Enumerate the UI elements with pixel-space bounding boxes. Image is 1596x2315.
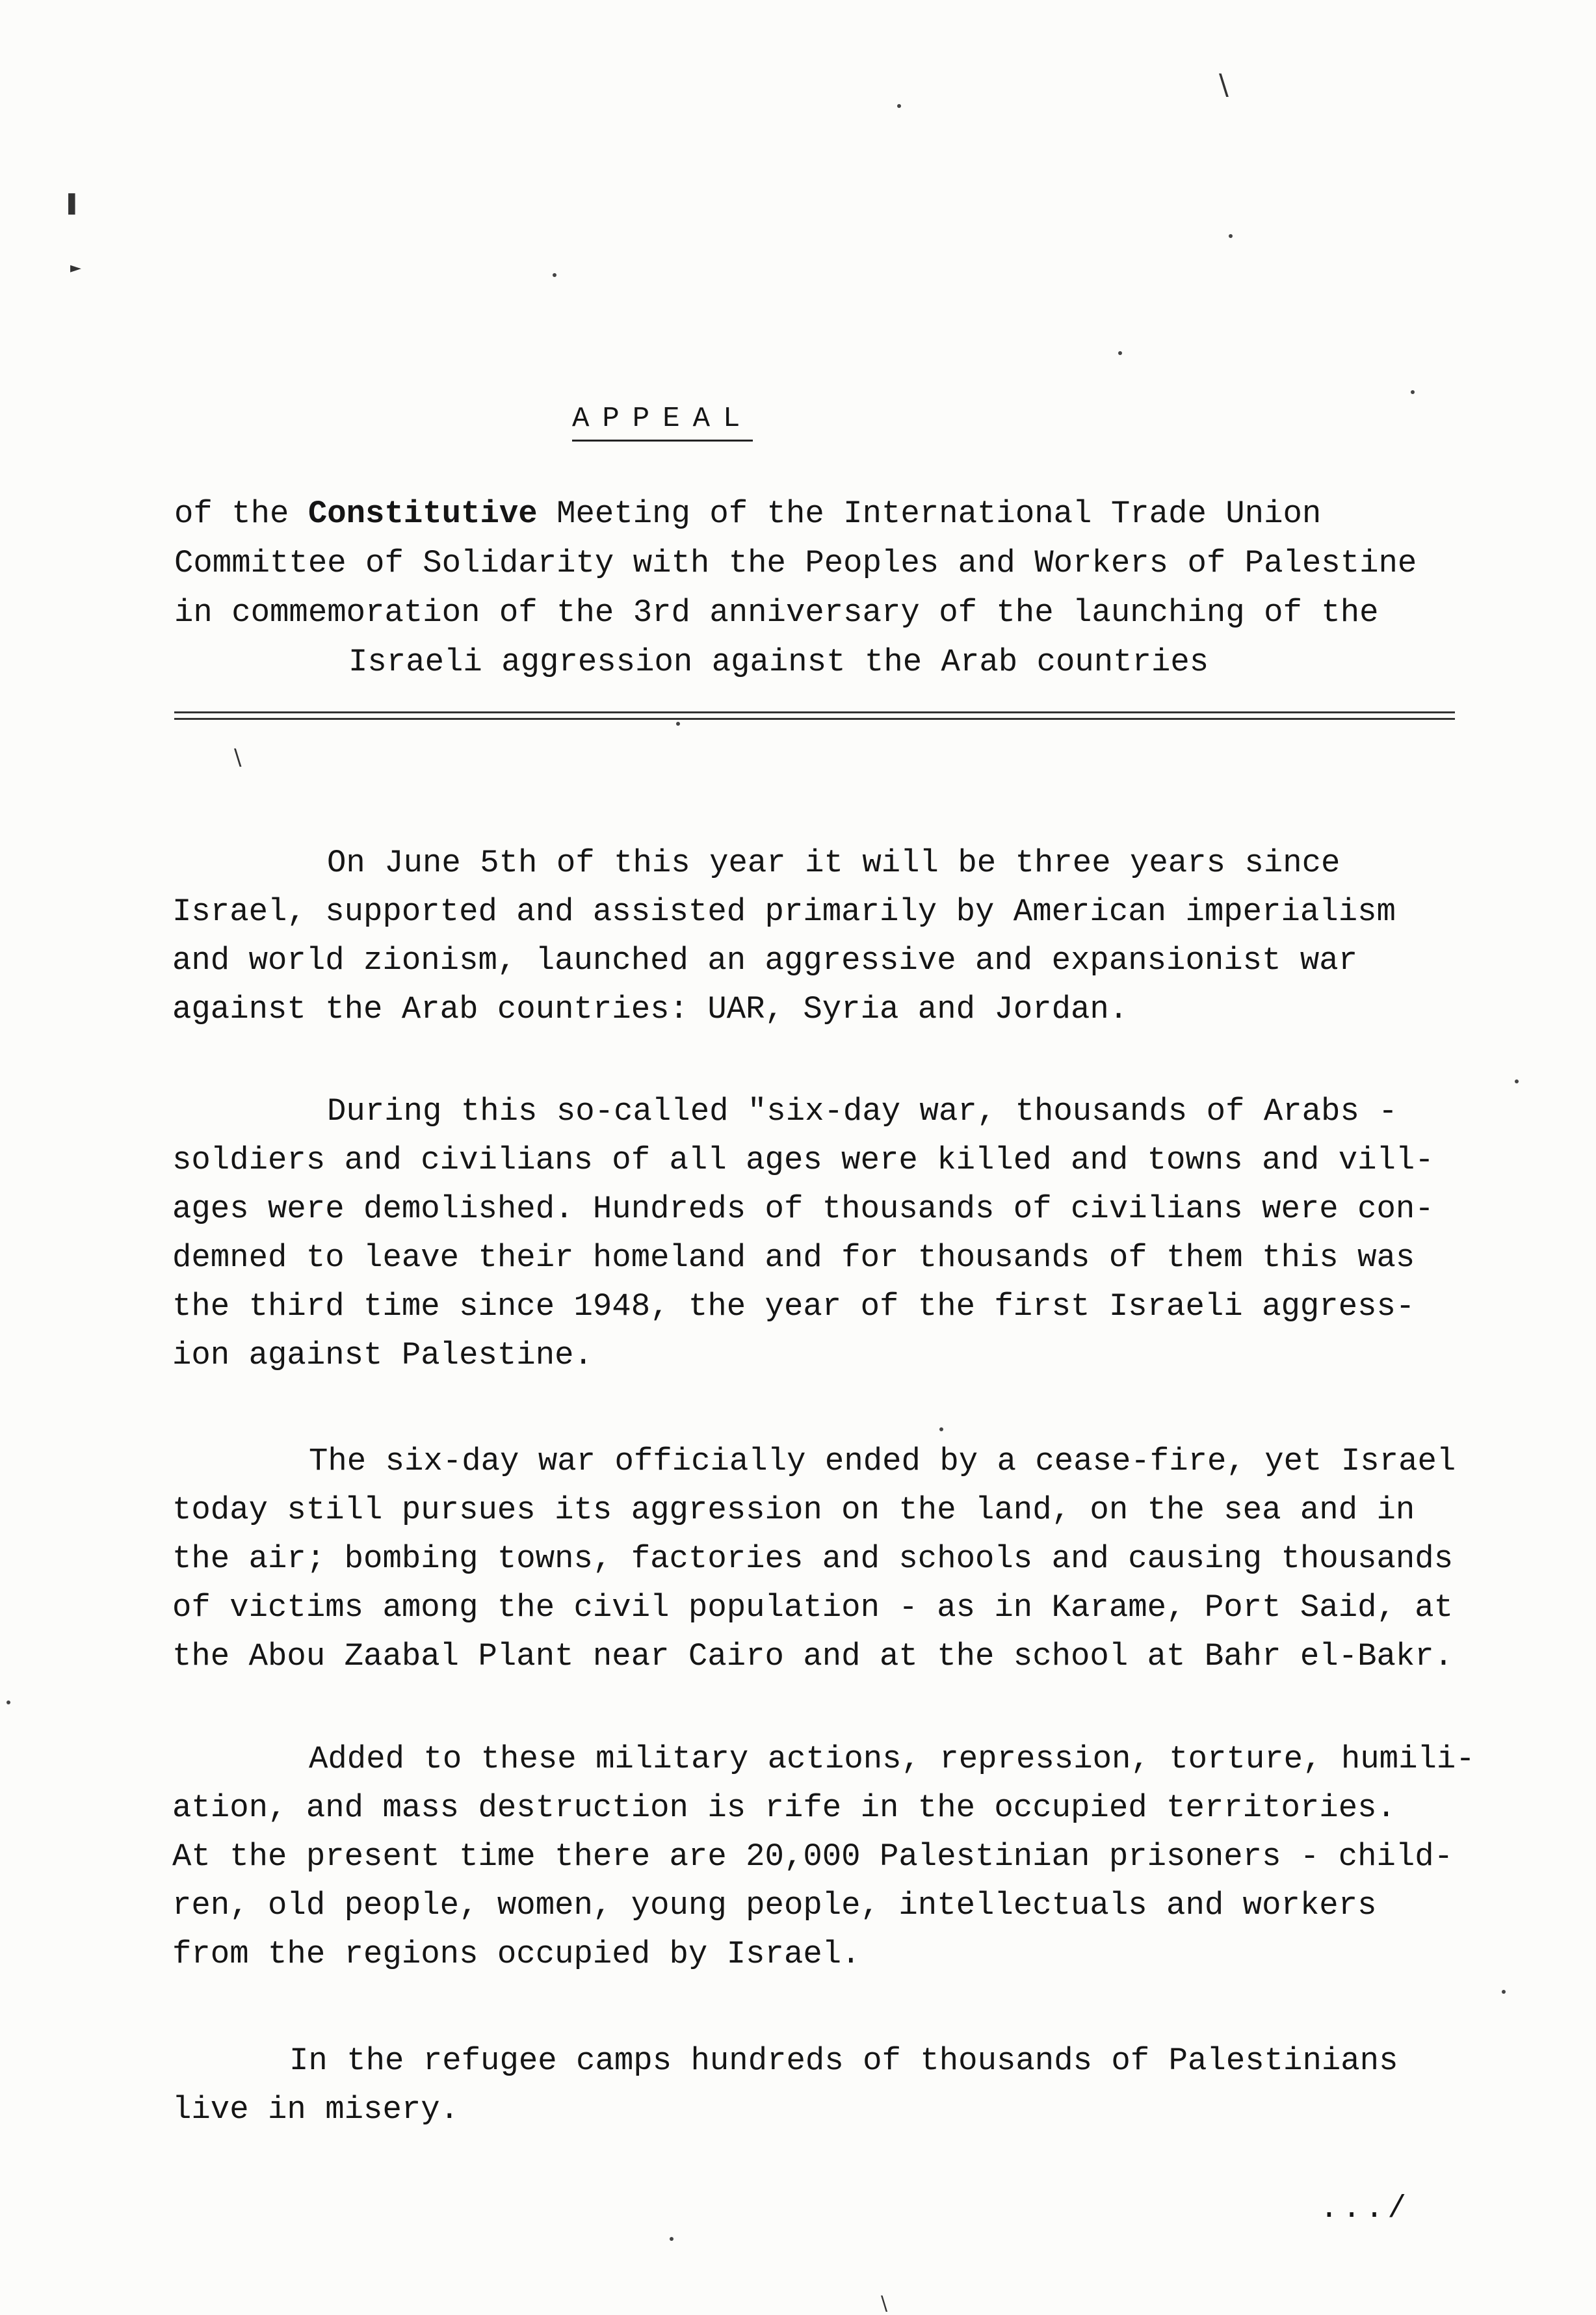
subtitle-line-3: in commemoration of the 3rd anniversary of the launching of the: [174, 594, 1379, 631]
continuation-mark: .../: [1320, 2191, 1411, 2227]
subtitle-line-1: of the Constitutive Meeting of the International Trade Union: [174, 496, 1322, 532]
paragraph-line: demned to leave their homeland and for thousands of them this was: [172, 1239, 1415, 1276]
subtitle-line-2: Committee of Solidarity with the Peoples and Workers of Palestine: [174, 545, 1417, 581]
double-rule-bottom: [174, 718, 1455, 720]
scan-speck: [897, 104, 901, 108]
paragraph-line: soldiers and civilians of all ages were killed and towns and vill-: [172, 1142, 1434, 1178]
scan-stroke: \: [1219, 68, 1229, 101]
paragraph-line: The six-day war officially ended by a cease-fire, yet Israel: [309, 1443, 1456, 1479]
paragraph-line: Added to these military actions, repression, torture, humili-: [309, 1741, 1475, 1777]
paragraph-5: [172, 2037, 1485, 2134]
paragraph-line: of victims among the civil population - as in Karame, Port Said, at: [172, 1589, 1454, 1626]
scan-speck: [7, 1700, 10, 1704]
paragraph-line: the Abou Zaabal Plant near Cairo and at the school at Bahr el-Bakr.: [172, 1638, 1454, 1674]
document-title: APPEAL: [572, 404, 753, 442]
paragraph-line: ren, old people, women, young people, intellectuals and workers: [172, 1887, 1377, 1924]
paragraph-line: Israel, supported and assisted primarily by American imperialism: [172, 893, 1396, 930]
paragraph-line: ation, and mass destruction is rife in the occupied territories.: [172, 1790, 1396, 1826]
scan-speck: [1515, 1079, 1519, 1083]
paragraph-1: [172, 839, 1485, 1034]
paragraph-line: ion against Palestine.: [172, 1337, 593, 1373]
paragraph-2: [172, 1087, 1485, 1380]
paragraph-line: On June 5th of this year it will be three years since: [327, 845, 1341, 881]
paragraph-3: [172, 1437, 1485, 1681]
paragraph-line: from the regions occupied by Israel.: [172, 1936, 861, 1972]
scan-stroke: \: [881, 2292, 888, 2315]
scan-speck: [670, 2237, 674, 2241]
margin-mark: ı: [65, 179, 79, 224]
scan-speck: [939, 1427, 943, 1431]
paragraph-line: and world zionism, launched an aggressive and expansionist war: [172, 942, 1358, 979]
margin-arrow-mark: ►: [70, 260, 81, 276]
scan-speck: [1229, 234, 1233, 238]
document-subtitle: [174, 489, 1474, 687]
paragraph-line: During this so-called "six-day war, thousands of Arabs -: [327, 1093, 1398, 1130]
scan-speck: [553, 273, 556, 277]
paragraph-line: In the refugee camps hundreds of thousands of Palestinians: [289, 2043, 1398, 2079]
subtitle-emphasis: Constitutive: [307, 496, 538, 532]
scan-speck: [1411, 390, 1415, 394]
paragraph-line: the air; bombing towns, factories and schools and causing thousands: [172, 1541, 1454, 1577]
paragraph-line: At the present time there are 20,000 Palestinian prisoners - child-: [172, 1838, 1454, 1875]
paragraph-line: live in misery.: [172, 2091, 460, 2128]
paragraph-line: the third time since 1948, the year of the first Israeli aggress-: [172, 1288, 1415, 1325]
scan-speck: [676, 722, 680, 726]
scan-stroke: \: [234, 745, 242, 771]
subtitle-line-4: Israeli aggression against the Arab countries: [348, 644, 1209, 680]
paragraph-line: ages were demolished. Hundreds of thousands of civilians were con-: [172, 1191, 1434, 1227]
scan-speck: [1502, 1990, 1506, 1994]
paragraph-line: today still pursues its aggression on the land, on the sea and in: [172, 1492, 1415, 1528]
scan-speck: [1118, 351, 1122, 355]
double-rule-top: [174, 711, 1455, 713]
paragraph-4: [172, 1735, 1485, 1979]
paragraph-line: against the Arab countries: UAR, Syria and Jordan.: [172, 991, 1129, 1027]
